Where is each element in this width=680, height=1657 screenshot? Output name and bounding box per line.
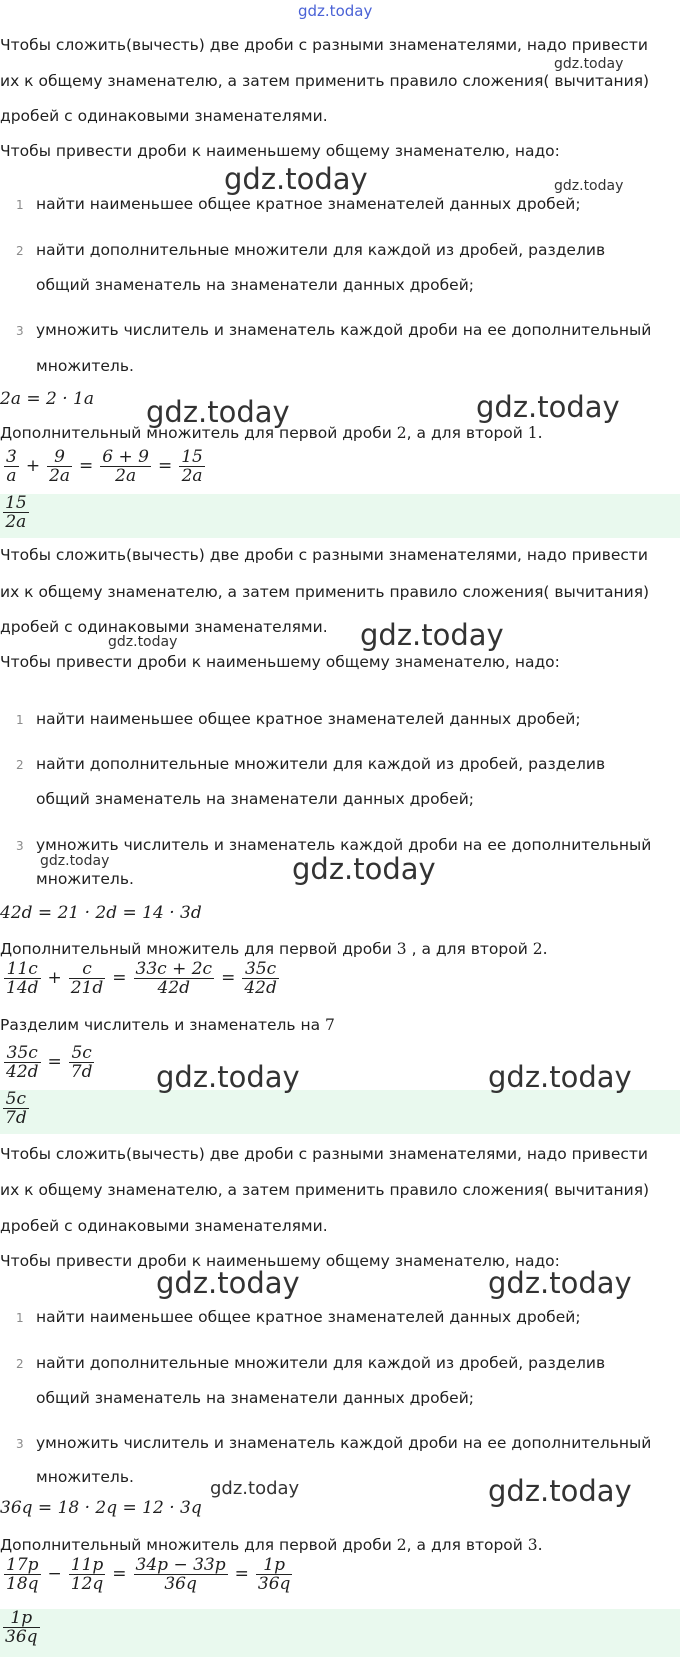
intro-line-3: дробей с одинаковыми знаменателями.: [0, 107, 328, 125]
intro-line-2: их к общему знаменателю, а затем применить правило сложения( вычитания): [0, 72, 650, 90]
step-number: 1: [16, 1311, 24, 1325]
step-number: 1: [16, 713, 24, 727]
intro-line-2: их к общему знаменателю, а затем применить правило сложения( вычитания): [0, 583, 650, 601]
fraction: $\frac{33c + 2c}{42d}$: [135, 960, 213, 998]
multiplier-first: 2: [396, 424, 407, 442]
step-number: 1: [16, 198, 24, 212]
watermark: gdz.today: [146, 395, 290, 429]
answer-fraction: $\frac{1p}{36q}$: [5, 1609, 38, 1647]
answer: [1, 494, 31, 538]
multiplier-text: , а для второй: [406, 940, 533, 958]
step-number: 2: [16, 244, 24, 258]
fraction: $\frac{17p}{18q}$: [6, 1556, 39, 1594]
multiplier-first: 3: [396, 940, 407, 958]
watermark: gdz.today: [488, 1266, 632, 1300]
divide-number: 7: [325, 1016, 335, 1034]
multiplier-text: , а для второй: [406, 424, 528, 442]
divide-text: Разделим числитель и знаменатель на: [0, 1016, 326, 1034]
step-text-continued: общий знаменатель на знаменатели данных дробей;: [36, 790, 475, 808]
step-number: 2: [16, 758, 24, 772]
answer: [1, 1609, 42, 1657]
answer-band: [0, 494, 680, 538]
answer-fraction: $\frac{15}{2a}$: [5, 494, 27, 532]
step-text-continued: множитель.: [36, 1468, 134, 1486]
reduction-equation: $\frac{35c}{42d}$ = $\frac{5c}{7d}$: [6, 1044, 93, 1082]
fraction: $\frac{11c}{14d}$: [6, 960, 39, 998]
watermark: gdz.today: [156, 1266, 300, 1300]
watermark: gdz.today: [360, 618, 504, 652]
watermark: gdz.today: [476, 390, 620, 424]
divide-line: [0, 1016, 335, 1035]
step-text: умножить числитель и знаменатель каждой дроби на ее дополнительный: [36, 1434, 652, 1452]
step-number: 3: [16, 1437, 24, 1451]
intro-line-1: Чтобы сложить(вычесть) две дроби с разными знаменателями, надо привести: [0, 546, 649, 564]
fraction-equation: $\frac{3}{a}$ + $\frac{9}{2a}$ = $\frac{6 + 9}{2a}$ = $\frac{15}{2a}$: [6, 448, 203, 486]
lcm-equation: 42d = 21 · 2d = 14 · 3d: [0, 903, 202, 923]
answer-fraction: $\frac{5c}{7d}$: [5, 1090, 27, 1128]
multiplier-second: 2.: [532, 940, 548, 958]
fraction: $\frac{5c}{7d}$: [70, 1044, 93, 1082]
fraction: $\frac{34p - 33p}{36q}$: [135, 1556, 226, 1594]
multiplier-first: 2: [396, 1536, 407, 1554]
lcm-equation: 2a = 2 · 1a: [0, 389, 94, 409]
fraction: $\frac{3}{a}$: [6, 448, 17, 486]
step-text-continued: множитель.: [36, 357, 134, 375]
step-text: найти дополнительные множители для каждой из дробей, разделив: [36, 241, 606, 259]
step-text: умножить числитель и знаменатель каждой дроби на ее дополнительный: [36, 321, 652, 339]
watermark: gdz.today: [40, 853, 110, 869]
fraction: $\frac{6 + 9}{2a}$: [102, 448, 149, 486]
intro-line-3: дробей с одинаковыми знаменателями.: [0, 1217, 328, 1235]
watermark: gdz.today: [156, 1060, 300, 1094]
intro-line-2: их к общему знаменателю, а затем применить правило сложения( вычитания): [0, 1181, 650, 1199]
multiplier-line: [0, 1536, 543, 1555]
answer: [1, 1090, 31, 1134]
watermark: gdz.today: [488, 1474, 632, 1508]
fraction: $\frac{1p}{36q}$: [257, 1556, 291, 1594]
fraction: $\frac{15}{2a}$: [181, 448, 203, 486]
answer-band: [0, 1090, 680, 1134]
step-number: 3: [16, 839, 24, 853]
watermark: gdz.today: [210, 1478, 300, 1499]
step-text: найти наименьшее общее кратное знаменателей данных дробей;: [36, 195, 581, 213]
rule-heading: Чтобы привести дроби к наименьшему общему знаменателю, надо:: [0, 653, 560, 671]
watermark: gdz.today: [108, 634, 178, 650]
step-text-continued: общий знаменатель на знаменатели данных дробей;: [36, 276, 475, 294]
multiplier-text: Дополнительный множитель для первой дроби: [0, 424, 397, 442]
lcm-equation: 36q = 18 · 2q = 12 · 3q: [0, 1498, 202, 1518]
step-text: умножить числитель и знаменатель каждой дроби на ее дополнительный: [36, 836, 652, 854]
multiplier-second: 1.: [527, 424, 543, 442]
intro-line-3: дробей с одинаковыми знаменателями.: [0, 618, 328, 636]
multiplier-text: , а для второй: [406, 1536, 528, 1554]
watermark: gdz.today: [554, 178, 624, 194]
multiplier-text: Дополнительный множитель для первой дроби: [0, 1536, 397, 1554]
fraction: $\frac{9}{2a}$: [49, 448, 71, 486]
rule-heading: Чтобы привести дроби к наименьшему общему знаменателю, надо:: [0, 142, 560, 160]
answer-band: [0, 1609, 680, 1657]
step-text: найти дополнительные множители для каждой из дробей, разделив: [36, 1354, 606, 1372]
step-text: найти дополнительные множители для каждой из дробей, разделив: [36, 755, 606, 773]
fraction: $\frac{c}{21d}$: [70, 960, 104, 998]
rule-heading: Чтобы привести дроби к наименьшему общему знаменателю, надо:: [0, 1252, 560, 1270]
fraction: $\frac{35c}{42d}$: [6, 1044, 39, 1082]
fraction-equation: $\frac{11c}{14d}$ + $\frac{c}{21d}$ = $\frac{33c + 2c}{42d}$ = $\frac{35c}{42d}$: [6, 960, 277, 998]
step-text-continued: множитель.: [36, 870, 134, 888]
multiplier-second: 3.: [527, 1536, 543, 1554]
intro-line-1: Чтобы сложить(вычесть) две дроби с разными знаменателями, надо привести: [0, 36, 649, 54]
watermark: gdz.today: [292, 852, 436, 886]
step-number: 2: [16, 1357, 24, 1371]
fraction-equation: $\frac{17p}{18q}$ − $\frac{11p}{12q}$ = $\frac{34p - 33p}{36q}$ = $\frac{1p}{36q}$: [6, 1556, 291, 1594]
multiplier-line: [0, 940, 548, 959]
watermark: gdz.today: [224, 162, 368, 196]
step-text-continued: общий знаменатель на знаменатели данных дробей;: [36, 1389, 475, 1407]
fraction: $\frac{35c}{42d}$: [244, 960, 277, 998]
watermark-top: gdz.today: [298, 2, 373, 20]
intro-line-1: Чтобы сложить(вычесть) две дроби с разными знаменателями, надо привести: [0, 1145, 649, 1163]
step-number: 3: [16, 324, 24, 338]
multiplier-text: Дополнительный множитель для первой дроби: [0, 940, 397, 958]
watermark: gdz.today: [488, 1060, 632, 1094]
fraction: $\frac{11p}{12q}$: [70, 1556, 104, 1594]
watermark: gdz.today: [554, 56, 624, 72]
step-text: найти наименьшее общее кратное знаменателей данных дробей;: [36, 1308, 581, 1326]
step-text: найти наименьшее общее кратное знаменателей данных дробей;: [36, 710, 581, 728]
